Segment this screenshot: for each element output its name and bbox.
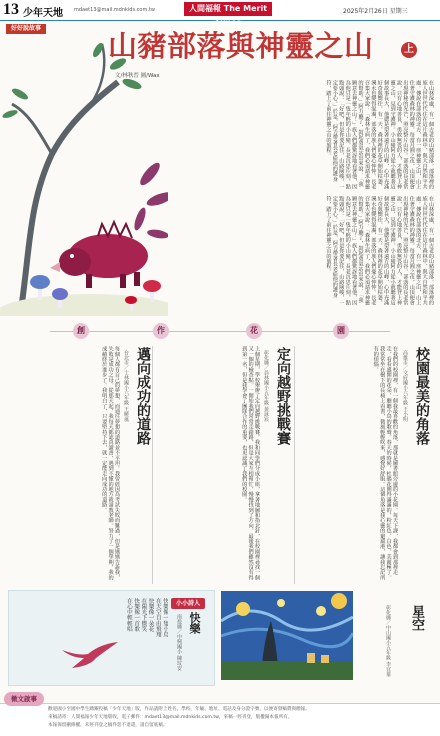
footer-line: 來稿請寄：人間福報少年天地版收，電子郵件：mdaet13@mail.mdnkids.com.tw，來稿一經刊登，版權歸本報所有。 [48, 715, 293, 720]
article-3-body: 每個人都有自己的夢想，而通往夢想的道路並不平坦。我曾經因為考試失敗而難過，但是媽媽告訴我，失敗是成功之母。從那天起，我每天都認真讀書，遇到不懂的地方就請教老師。努力了一個學期，我的成績終於進步了。我明白了，只要堅持下去，就一定能走向成功的道路。 [101, 346, 120, 580]
poem-line: 在陽光下微笑 [140, 598, 147, 632]
swallow-icon [60, 640, 120, 670]
story-byline: 文/林秋晉 圖/Wax [115, 73, 160, 79]
poem-author: 南投縣／中興國小 陳玟安 [176, 614, 182, 671]
story-title: 山豬部落與神靈之山 [108, 29, 374, 63]
article-1-author: 高雄市／文府國小六年級 王小明 [402, 350, 408, 422]
column-rule [294, 346, 295, 584]
poem-tag: 小小詩人 [171, 598, 205, 609]
story-body-lower: 在山林深處，有一個古老的山豬部落。部落裡的族人世世代代住在這片森林中，與大自然和平共處。傳說在部落的北方，有一座神靈之山，山上住著守護森林的神靈。每當月圓之夜，山頂便會出現神秘的光芒，照亮整片山谷。部落的長老常說，只有心地善良、勇敢無畏的人，才能登上神靈之山，見到守護神。小山豬阿力從小就聽著這個故事長大，他總是望著遠方的山峰，心中充滿好奇與嚮往。有一天，森林裡的花草開始枯萎，溪水也變得混濁，部落的族人們憂心忡忡。長老召集大家說：「森林生病了，我們必須請求神靈的幫助。」阿力聽了，鼓起勇氣站出來說：「我願意去神靈之山！」族人們都驚訝地看著他，因為他只是一隻年輕的小山豬。長老沉思片刻，點點頭說：「好吧，但是你要記住，山路險峻，一定要小心。」於是，阿力帶著長老給他的護身符，踏上了前往神靈之山的旅程。 [325, 196, 434, 306]
painting-author: 彰化縣／中山國小五年級 李宜蓁 [385, 605, 391, 677]
starry-night-painting [221, 591, 353, 680]
poem-line: 快樂像一朵花 [147, 598, 154, 632]
newspaper-logo: 人間福報 The Merit Times [184, 2, 272, 16]
banner-char-3: 花 [246, 323, 262, 339]
poem-title: 快樂 [188, 612, 201, 634]
poem-line: 快樂像一隻小鳥 [162, 598, 168, 638]
article-2-headline: 定向越野挑戰賽 [275, 347, 291, 445]
section-title: 少年天地 [23, 8, 63, 19]
page-header [0, 0, 440, 27]
article-1-headline: 校園最美的角落 [414, 347, 430, 445]
banner-char-2: 作 [153, 323, 169, 339]
painting-title: 星空 [409, 605, 424, 631]
section-email[interactable]: mdaet13@mail.mdnkids.com.tw [74, 7, 155, 13]
banner-char-1: 創 [73, 323, 89, 339]
story-body-upper: 在山林深處，有一個古老的山豬部落。部落裡的族人世世代代住在這片森林中，與大自然和平共處。傳說在部落的北方，有一座神靈之山，山上住著守護森林的神靈。每當月圓之夜，山頂便會出現神秘的光芒，照亮整片山谷。部落的長老常說，只有心地善良、勇敢無畏的人，才能登上神靈之山，見到守護神。小山豬阿力從小就聽著這個故事長大，他總是望著遠方的山峰，心中充滿好奇與嚮往。有一天，森林裡的花草開始枯萎，溪水也變得混濁，部落的族人們憂心忡忡。長老召集大家說：「森林生病了，我們必須請求神靈的幫助。」阿力聽了，鼓起勇氣站出來說：「我願意去神靈之山！」族人們都驚訝地看著他，因為他只是一隻年輕的小山豬。長老沉思片刻，點點頭說：「好吧，但是你要記住，山路險峻，一定要小心。」於是，阿力帶著長老給他的護身符，踏上了前往神靈之山的旅程。 [325, 80, 434, 190]
story-tag: 好好說故事 [6, 24, 46, 34]
article-2-body: 上個星期，學校舉辦了定向越野挑戰賽。我和同學們分成小組，拿著地圖和指北針，在校園裡尋找一個又一個的檢查點。一開始我們常常走錯路，但是大家互相幫忙，慢慢找到了方向。最後我們雖然沒有得到第一名，但是我學會了團隊合作的重要，也更認識了我們的校園。 [241, 346, 260, 580]
story-part-badge: 上 [401, 42, 417, 58]
article-2-author: 彰化縣／員林國小五年級 黃詠宸 [263, 350, 269, 422]
banner-char-4: 園 [333, 323, 349, 339]
story-illustration [0, 24, 168, 316]
issue-date: 2025年2月26日 星期三 [343, 8, 408, 15]
poem-line: 快樂像一首歌 [133, 598, 140, 632]
footer-line: 本報保留刪修權，未經刊登之稿件恕不退還，請自留底稿。 [48, 723, 168, 728]
article-1-body: 在我們的校園裡，有一個我最喜歡的角落，那就是圖書館旁邊的小花園。每天下課，我都會到那裡走走，看看盛開的花朵，聽聽小鳥的歌聲。春天的時候，杜鵑花開得滿滿的，粉紅色、白色，美麗極了。我常常坐在樹下的長椅上看書，微風輕輕吹來，感覺好舒服。這個角落是我心靈的避風港，讓我忘記所有的煩惱。 [372, 346, 398, 580]
footer-tag: 徵文啟事 [4, 692, 44, 706]
article-3-headline: 邁向成功的道路 [135, 347, 151, 445]
poem-line: 在心中輕輕唱 [125, 598, 132, 632]
article-3-author: 台北市／士林國小六年級 王曉嵐 [123, 350, 129, 422]
footer-line: 歡迎國小至國中學生踴躍投稿「少年天地」版，作品請附上姓名、學校、年級、地址、電話及身分證字號，以便寄發稿費與贈報。 [48, 707, 310, 712]
page-number: 13 [3, 1, 19, 18]
poem-line: 在天空自由飛翔 [154, 598, 161, 638]
